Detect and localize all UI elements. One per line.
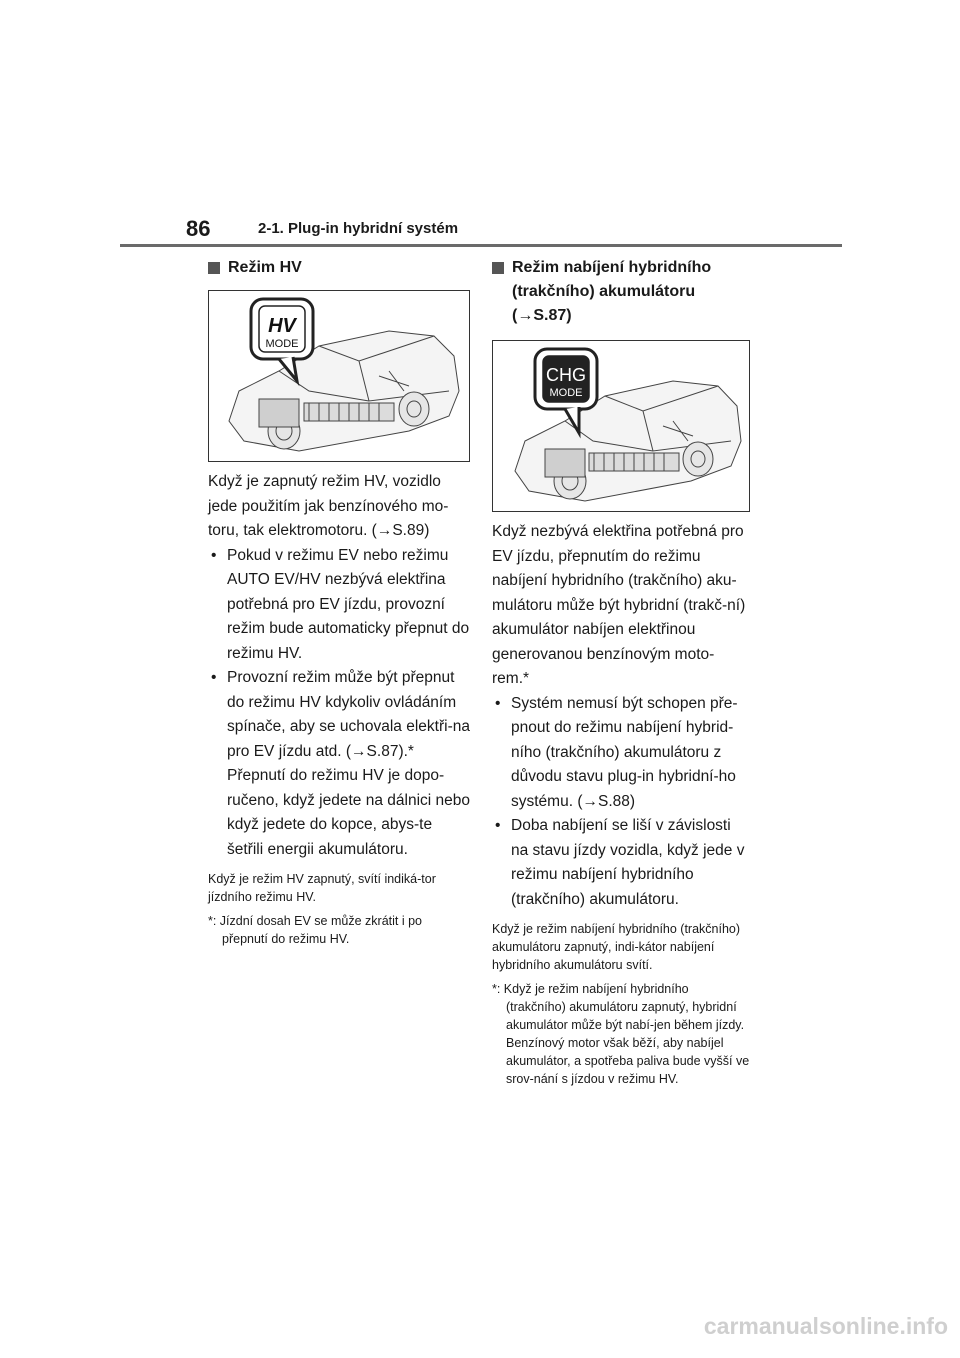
chg-mode-figure — [492, 340, 750, 512]
list-item: • Pokud v režimu EV nebo režimu AUTO EV/HV nezbývá elektřina potřebná pro EV jízdu, provozní režim bude automaticky přepnut do režimu HV. — [208, 544, 470, 667]
hv-mode-figure — [208, 290, 470, 462]
hv-note: Když je režim HV zapnutý, svítí indiká-tor jízdního režimu HV. — [208, 872, 436, 904]
header-rule — [120, 244, 842, 247]
list-item: • Systém nemusí být schopen pře-pnout do režimu nabíjení hybrid-ního (trakčního) akumulátoru z důvodu stavu plug-in hybridní-ho systému. (→S.88) — [492, 692, 750, 815]
left-column — [208, 256, 470, 948]
page-number: 86 — [186, 216, 211, 241]
chg-badge-text: CHG — [546, 365, 586, 385]
chg-bullet-list — [492, 692, 750, 913]
chg-badge-mode-text: MODE — [549, 387, 583, 399]
hv-mode-heading: Režim HV — [208, 256, 470, 280]
list-item: • Provozní režim může být přepnut do režimu HV kdykoliv ovládáním spínače, aby se uchovala elektři-na pro EV jízdu atd. (→S.87).* Přepnutí do režimu HV je dopo-ručeno, když jedete na dálnici nebo když jedete do kopce, abys-te šetřili energii akumulátoru. — [208, 666, 470, 862]
hv-badge-mode-text: MODE — [265, 338, 299, 350]
car-cutaway-illustration — [493, 341, 750, 512]
list-item: • Doba nabíjení se liší v závislosti na stavu jízdy vozidla, když jede v režimu nabíjení hybridního (trakčního) akumulátoru. — [492, 814, 750, 912]
section-title: 2-1. Plug-in hybridní systém — [258, 220, 459, 237]
hv-intro-text: Když je zapnutý režim HV, vozidlo jede použitím jak benzínového mo-toru, tak elektromotoru. (→S.89) — [208, 473, 449, 539]
car-cutaway-illustration — [209, 291, 470, 462]
chg-footnote: *: Když je režim nabíjení hybridního (trakčního) akumulátoru zapnutý, hybridní akumulátor může být nabí-jen během jízdy. Benzínový motor však běží, aby nabíjel akumulátor, a spotřeba paliva bude vyšší ve srov-nání s jízdou v režimu HV. — [492, 982, 750, 1086]
heading-square-icon — [492, 262, 504, 274]
chg-intro-text: Když nezbývá elektřina potřebná pro EV jízdu, přepnutím do režimu nabíjení hybridního (trakčního) aku-mulátoru může být hybridní (trakč-ní) akumulátor nabíjen elektřinou generovanou benzínovým moto-rem.* — [492, 523, 746, 687]
hv-badge-text: HV — [268, 315, 296, 337]
chg-note: Když je režim nabíjení hybridního (trakčního) akumulátoru zapnutý, indi-kátor nabíjení hybridního akumulátoru svítí. — [492, 922, 741, 972]
heading-square-icon — [208, 262, 220, 274]
hv-bullet-list — [208, 544, 470, 863]
chg-mode-heading: Režim nabíjení hybridního (trakčního) akumulátoru (→S.87) — [492, 256, 750, 328]
right-column — [492, 256, 750, 1088]
watermark: carmanualsonline.info — [703, 1313, 948, 1339]
hv-footnote: *: Jízdní dosah EV se může zkrátit i po přepnutí do režimu HV. — [208, 914, 422, 946]
